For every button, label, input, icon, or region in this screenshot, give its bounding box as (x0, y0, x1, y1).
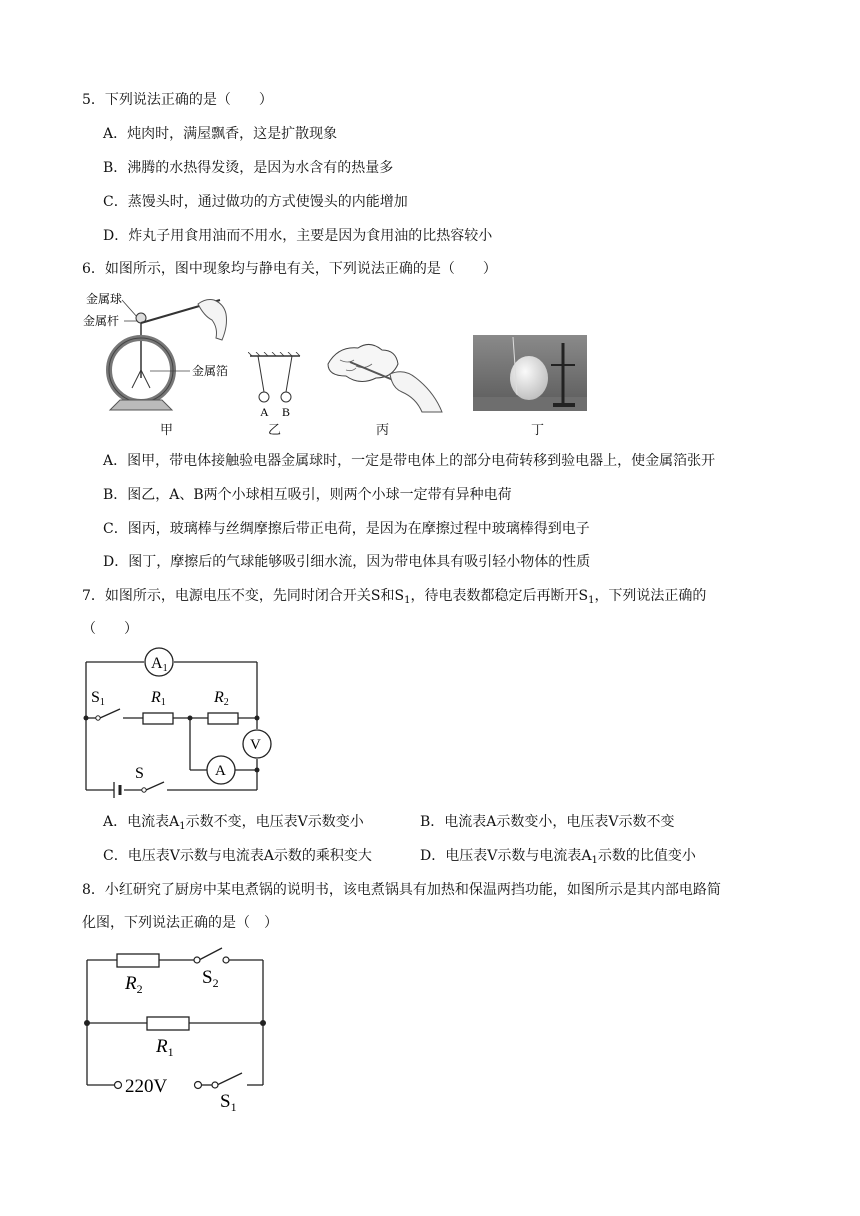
electroscope-figure (80, 288, 240, 416)
q6-option-c: C．图丙，玻璃棒与丝绸摩擦后带正电荷，是因为在摩擦过程中玻璃棒得到电子 (103, 521, 590, 537)
q8-stem-line1: 8．小红研究了厨房中某电煮锅的说明书，该电煮锅具有加热和保温两挡功能，如图所示是其内部电路简 (82, 882, 721, 898)
glass-rod-silk-figure (320, 336, 445, 416)
switch-s1-label: S1 (91, 689, 105, 708)
voltage-220v-label: 220V (125, 1076, 168, 1097)
switch-s1-label: $S_1$ (220, 1091, 237, 1114)
caption-bing: 丙 (376, 423, 390, 438)
q6-option-b: B．图乙，A、B两个小球相互吸引，则两个小球一定带有异种电荷 (103, 487, 512, 503)
q5-option-c: C．蒸馒头时，通过做功的方式使馒头的内能增加 (103, 194, 408, 210)
q6-option-d: D．图丁，摩擦后的气球能够吸引细水流，因为带电体具有吸引轻小物体的性质 (103, 554, 591, 570)
caption-ding: 丁 (531, 423, 545, 438)
q7-stem-blank: （ ） (82, 621, 138, 637)
caption-yi: 乙 (268, 423, 282, 438)
q5-option-d: D．炸丸子用食用油而不用水，主要是因为食用油的比热容较小 (103, 228, 493, 244)
q6-option-a: A．图甲，带电体接触验电器金属球时，一定是带电体上的部分电荷转移到验电器上，使金属箔张开 (103, 453, 716, 469)
caption-jia: 甲 (160, 423, 174, 438)
label-metal-rod: 金属杆 (83, 314, 120, 328)
voltmeter-v-label: V (250, 737, 261, 753)
ammeter-a-label: A (215, 763, 226, 779)
resistor-r2-label: $R_2$ (125, 973, 143, 996)
q7-option-b: B．电流表A示数变小，电压表V示数不变 (420, 814, 675, 830)
q5-stem: 5．下列说法正确的是（ ） (82, 92, 273, 108)
label-metal-foil: 金属箔 (192, 364, 229, 378)
q7-option-d: D．电压表V示数与电流表$A_1$示数的比值变小 (420, 848, 696, 866)
switch-s-label: S (135, 765, 144, 782)
q7-option-a: A．电流表$A_1$示数不变，电压表V示数变小 (103, 814, 364, 832)
hanging-balls-figure (248, 352, 308, 418)
label-metal-ball: 金属球 (86, 292, 123, 306)
ball-b-label: B (282, 405, 291, 418)
q6-stem: 6．如图所示，图中现象均与静电有关，下列说法正确的是（ ） (82, 261, 497, 277)
switch-s2-label: $S_2$ (202, 967, 219, 990)
q7-stem: 7．如图所示，电源电压不变，先同时闭合开关S和$S_1$，待电表数都稳定后再断开$S_1$，下列说法正确的 (82, 588, 707, 606)
q7-option-c: C．电压表V示数与电流表A示数的乘积变大 (103, 848, 372, 864)
resistor-r1-label: $R_1$ (156, 1036, 174, 1059)
q5-option-b: B．沸腾的水热得发烫，是因为水含有的热量多 (103, 160, 394, 176)
q7-circuit-diagram (80, 645, 275, 803)
resistor-r2-label: R2 (214, 689, 229, 708)
q5-option-a: A．炖肉时，满屋飘香，这是扩散现象 (103, 126, 338, 142)
resistor-r1-label: R1 (151, 689, 166, 708)
q8-circuit-diagram (80, 945, 275, 1120)
q8-stem-line2: 化图，下列说法正确的是（ ） (82, 915, 278, 931)
ammeter-a1-label: A1 (151, 655, 168, 674)
ball-a-label: A (260, 405, 269, 418)
balloon-photo (473, 335, 587, 411)
